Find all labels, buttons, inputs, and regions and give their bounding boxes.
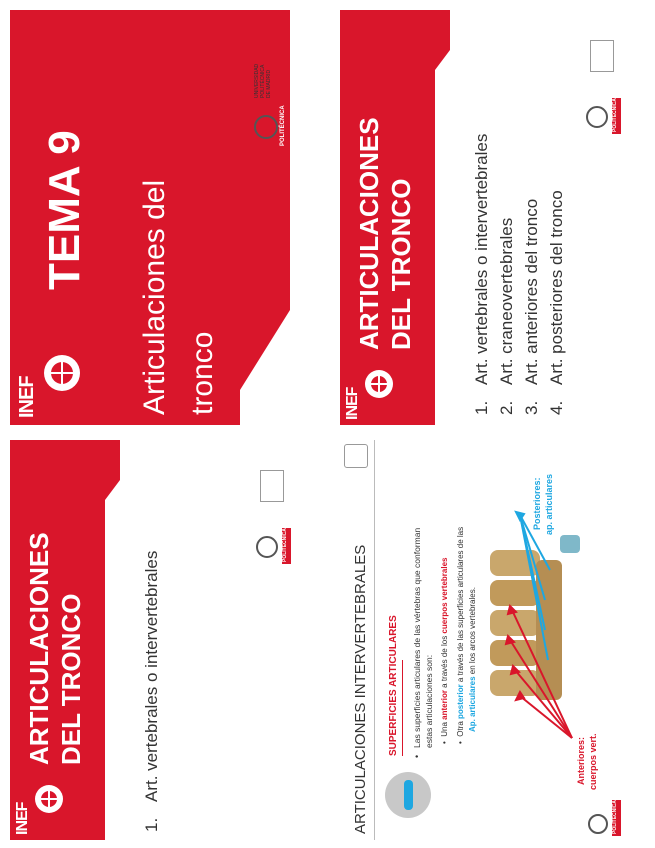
bullet-dot: •: [412, 754, 422, 758]
upm-seal-icon: [254, 115, 278, 139]
inef-emblem-icon: [365, 370, 393, 398]
list-item: Art. vertebrales o intervertebrales: [472, 133, 491, 385]
politecnica-badge-text: POLITÉCNICA: [612, 800, 618, 834]
politecnica-badge-text: POLITÉCNICA: [280, 105, 286, 146]
upm-seal-icon: [586, 106, 608, 128]
list-number: 3.: [522, 400, 541, 415]
list-item: Art. vertebrales o intervertebrales: [142, 550, 161, 802]
inef-logo: INEF: [16, 376, 38, 418]
slide-2: [340, 10, 640, 425]
sub-bullet-2-line1: • Otra posterior a través de las superficies articulares de las: [456, 526, 465, 744]
anterior-label-line1: Anteriores:: [576, 736, 586, 785]
inef-emblem-icon: [35, 785, 63, 813]
slide-2-title-line1: ARTICULACIONES: [354, 117, 384, 350]
list-number: 2.: [497, 400, 516, 415]
anterior-label-line2: cuerpos vert.: [588, 733, 598, 790]
politecnica-badge-text: POLITÉCNICA: [612, 98, 618, 132]
slide-4-title: ARTICULACIONES INTERVERTEBRALES: [352, 544, 369, 834]
sub-bullet-2-line2: Ap. articulares en los arcos vertebrales.: [468, 587, 477, 732]
inef-logo: INEF: [14, 802, 31, 835]
slide-1-title: TEMA 9: [40, 130, 89, 290]
slide-4: [340, 440, 640, 840]
slide-1-subtitle-line2: tronco: [186, 331, 219, 415]
list-item: Art. anteriores del tronco: [522, 198, 541, 385]
list-number: 1.: [472, 400, 491, 415]
list-item: Art. craneovertebrales: [497, 217, 516, 385]
slide-2-title-line2: DEL TRONCO: [386, 178, 416, 350]
slide-3: [10, 440, 310, 840]
posterior-label-line1: Posteriores:: [532, 477, 542, 530]
bullet-1-line1: Las superficies articulares de las vértebras que conforman: [412, 527, 422, 748]
list-number: 4.: [547, 400, 566, 415]
posterior-label-line2: ap. articulares: [544, 473, 554, 535]
politecnica-badge-text: POLITÉCNICA: [282, 528, 288, 562]
vertebrae-group: [490, 535, 580, 700]
slide-1: [10, 10, 310, 425]
slide-1-subtitle-line1: Articulaciones del: [138, 179, 171, 415]
upm-seal-icon: [256, 536, 278, 558]
upm-seal-icon: [588, 814, 608, 834]
inef-logo: INEF: [344, 387, 361, 420]
university-name: UNIVERSIDAD POLITÉCNICA DE MADRID: [254, 63, 272, 98]
slide-3-title-line1: ARTICULACIONES: [24, 532, 54, 765]
slide-3-title-line2: DEL TRONCO: [56, 593, 86, 765]
upm-crest-icon: [260, 470, 284, 502]
sub-bullet-1: • Una anterior a través de los cuerpos vertebrales: [440, 557, 449, 744]
list-number: 1.: [142, 817, 161, 832]
upm-crest-icon: [590, 40, 614, 72]
bullet-1-line2: estas articulaciones son:: [424, 654, 434, 748]
list-item: Art. posteriores del tronco: [547, 190, 566, 385]
inef-emblem-icon: [44, 355, 80, 391]
section-heading: SUPERFICIES ARTICULARES: [388, 615, 399, 756]
